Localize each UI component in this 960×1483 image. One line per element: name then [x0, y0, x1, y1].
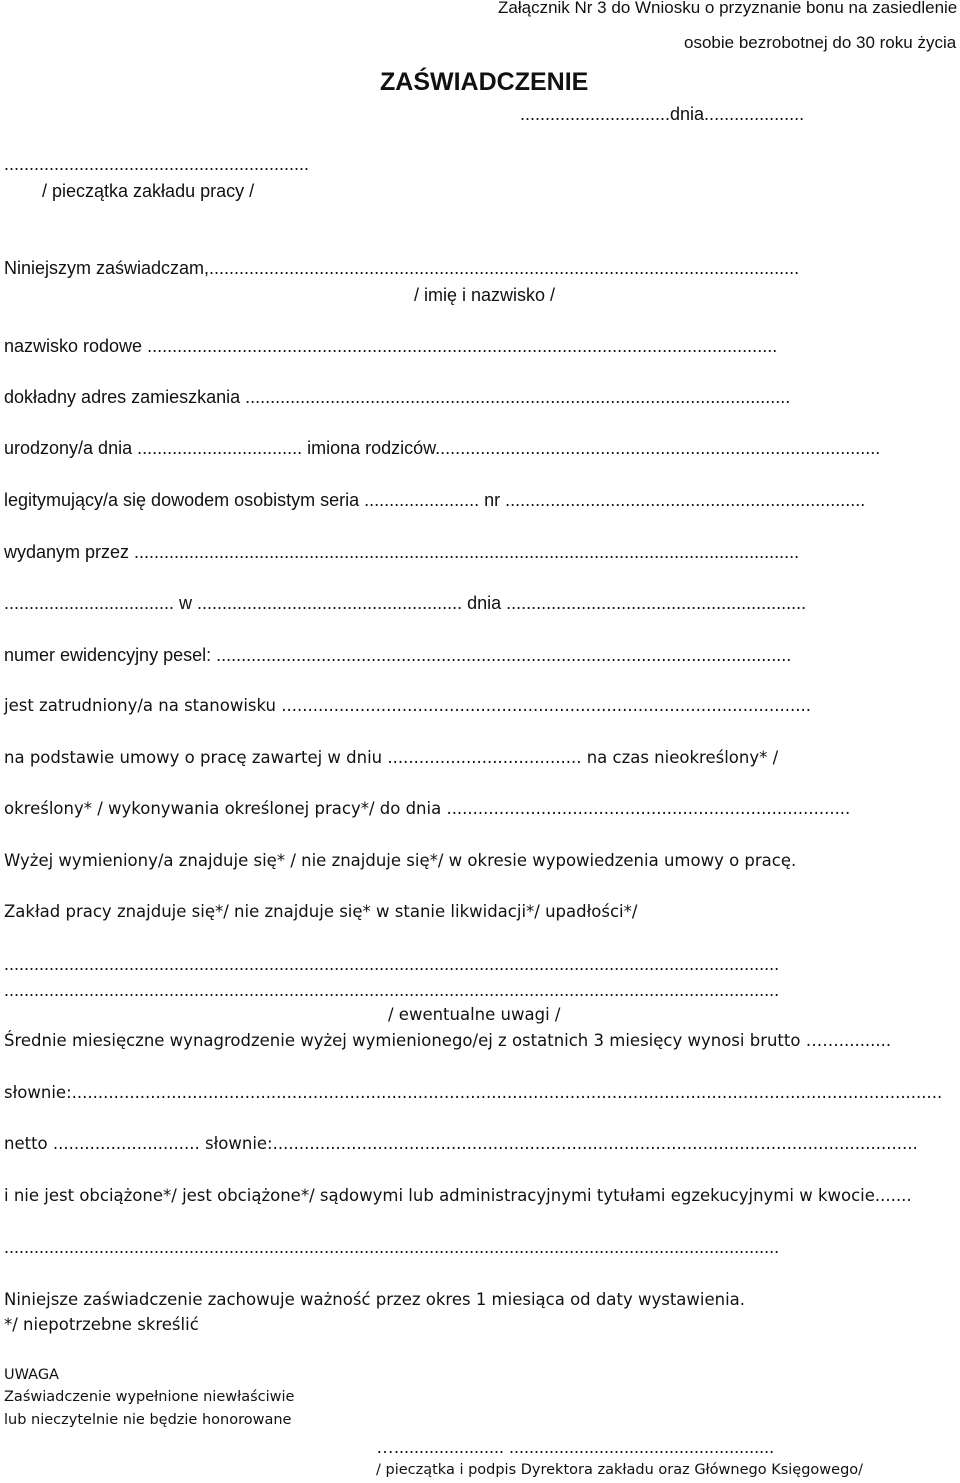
- issued-by-field: wydanym przez .....................................................................................................................................: [4, 542, 800, 562]
- position-field: jest zatrudniony/a na stanowisku .....................................................................................................: [4, 696, 811, 715]
- document-title: ZAŚWIADCZENIE: [380, 68, 589, 96]
- certify-line: Niniejszym zaświadczam,......................................................................................................................: [4, 258, 800, 278]
- warning-heading: UWAGA: [4, 1367, 59, 1383]
- notice-statement: Wyżej wymieniony/a znajduje się* / nie znajduje się*/ w okresie wypowiedzenia umowy o pracę.: [4, 851, 797, 870]
- warning-line-2: lub nieczytelnie nie będzie honorowane: [4, 1412, 292, 1428]
- gross-salary-field: Średnie miesięczne wynagrodzenie wyżej wymienionego/ej z ostatnich 3 miesięcy wynosi brutto ……..........: [4, 1031, 892, 1050]
- id-card-field: legitymujący/a się dowodem osobistym seria ....................... nr ........................................................................: [4, 490, 866, 510]
- family-name-field: nazwisko rodowe ..............................................................................................................................: [4, 336, 778, 356]
- issue-place-date-field: .................................. w ..................................................... dnia ............................................................: [4, 593, 807, 613]
- remarks-caption: / ewentualne uwagi /: [388, 1005, 561, 1024]
- name-caption: / imię i nazwisko /: [414, 285, 556, 305]
- liquidation-statement: Zakład pracy znajduje się*/ nie znajduje się* w stanie likwidacji*/ upadłości*/: [4, 902, 638, 921]
- remarks-line-1: ...........................................................................................................................................................: [4, 954, 780, 974]
- footnote: */ niepotrzebne skreślić: [4, 1315, 199, 1334]
- employer-stamp-caption: / pieczątka zakładu pracy /: [42, 181, 255, 201]
- signature-dots: …...................... .....................................................: [376, 1437, 775, 1457]
- remarks-line-2: ...........................................................................................................................................................: [4, 980, 780, 1000]
- address-field: dokładny adres zamieszkania .............................................................................................................: [4, 387, 791, 407]
- contract-field: na podstawie umowy o pracę zawartej w dniu ..................................... na czas nieokreślony* /: [4, 748, 779, 767]
- annex-line-2: osobie bezrobotnej do 30 roku życia: [684, 33, 957, 52]
- enforcement-line-2: ...........................................................................................................................................................: [4, 1237, 780, 1257]
- contract-type-field: określony* / wykonywania określonej pracy*/ do dnia .............................................................................: [4, 799, 851, 818]
- enforcement-field: i nie jest obciążone*/ jest obciążone*/ sądowymi lub administracyjnymi tytułami egzekucyjnymi w kwocie.......: [4, 1186, 912, 1205]
- net-salary-field: netto ............................ słownie:...........................................................................................................................: [4, 1134, 918, 1153]
- annex-line-1: Załącznik Nr 3 do Wniosku o przyznanie bonu na zasiedlenie: [498, 0, 958, 17]
- date-line: ..............................dnia....................: [520, 104, 805, 124]
- signature-caption: / pieczątka i podpis Dyrektora zakładu oraz Głównego Księgowego/: [376, 1462, 864, 1478]
- employer-stamp-dots: .............................................................: [4, 154, 310, 174]
- pesel-field: numer ewidencyjny pesel: ...................................................................................................................: [4, 645, 792, 665]
- validity-statement: Niniejsze zaświadczenie zachowuje ważność przez okres 1 miesiąca od daty wystawienia.: [4, 1290, 746, 1309]
- gross-salary-words-field: słownie:......................................................................................................................................................................: [4, 1083, 943, 1102]
- warning-line-1: Zaświadczenie wypełnione niewłaściwie: [4, 1389, 295, 1405]
- birth-parents-field: urodzony/a dnia ................................. imiona rodziców.........................................................................................: [4, 438, 881, 458]
